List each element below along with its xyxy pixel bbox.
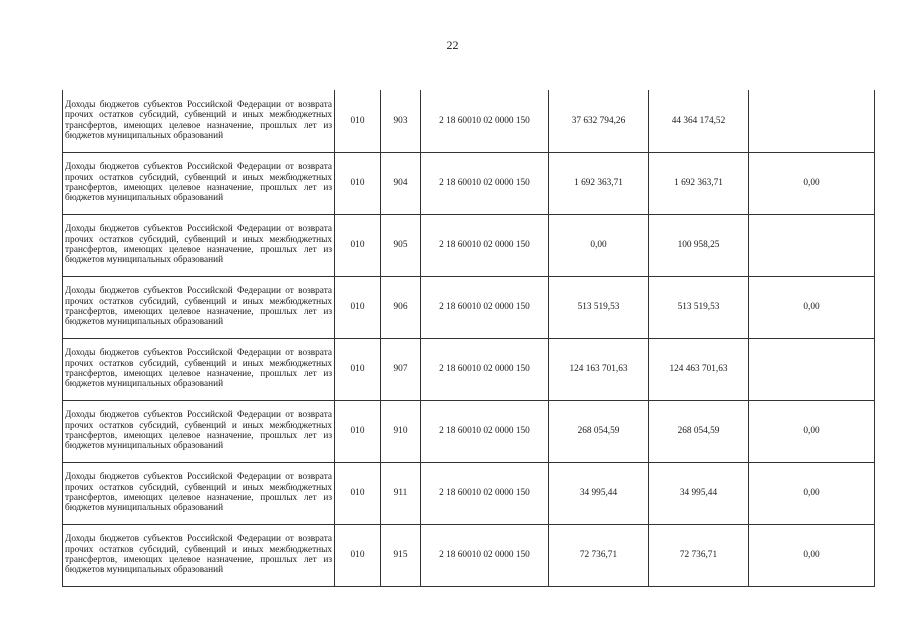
row-plan-amount: 34 995,44 [549, 462, 649, 524]
row-percent [749, 90, 875, 152]
table-row [63, 152, 875, 214]
row-sub-code: 903 [381, 90, 421, 152]
row-percent: 0,00 [749, 276, 875, 338]
row-plan-amount: 124 163 701,63 [549, 338, 649, 400]
row-sub-code: 907 [381, 338, 421, 400]
row-plan-amount: 0,00 [549, 214, 649, 276]
table-row [63, 400, 875, 462]
row-fact-amount: 100 958,25 [649, 214, 749, 276]
row-plan-amount: 37 632 794,26 [549, 90, 649, 152]
row-sub-code: 911 [381, 462, 421, 524]
table-body [63, 90, 875, 586]
row-description: Доходы бюджетов субъектов Российской Федерации от возврата прочих остатков субсидий, субвенций и иных межбюджетных трансфертов, имеющих целевое назначение, прошлых лет из бюджетов муниципальных образований [63, 524, 335, 586]
row-percent [749, 338, 875, 400]
table-row [63, 462, 875, 524]
table-row [63, 276, 875, 338]
row-fact-amount: 44 364 174,52 [649, 90, 749, 152]
row-plan-amount: 513 519,53 [549, 276, 649, 338]
row-kbk-code: 2 18 60010 02 0000 150 [421, 338, 549, 400]
row-fact-amount: 513 519,53 [649, 276, 749, 338]
row-description: Доходы бюджетов субъектов Российской Федерации от возврата прочих остатков субсидий, субвенций и иных межбюджетных трансфертов, имеющих целевое назначение, прошлых лет из бюджетов муниципальных образований [63, 276, 335, 338]
row-admin-code: 010 [335, 90, 381, 152]
row-kbk-code: 2 18 60010 02 0000 150 [421, 90, 549, 152]
row-percent: 0,00 [749, 152, 875, 214]
row-admin-code: 010 [335, 524, 381, 586]
row-kbk-code: 2 18 60010 02 0000 150 [421, 524, 549, 586]
row-kbk-code: 2 18 60010 02 0000 150 [421, 276, 549, 338]
row-sub-code: 904 [381, 152, 421, 214]
row-sub-code: 915 [381, 524, 421, 586]
row-admin-code: 010 [335, 400, 381, 462]
row-percent: 0,00 [749, 462, 875, 524]
row-plan-amount: 1 692 363,71 [549, 152, 649, 214]
row-admin-code: 010 [335, 338, 381, 400]
row-fact-amount: 1 692 363,71 [649, 152, 749, 214]
row-fact-amount: 268 054,59 [649, 400, 749, 462]
table-row [63, 524, 875, 586]
row-kbk-code: 2 18 60010 02 0000 150 [421, 214, 549, 276]
row-admin-code: 010 [335, 462, 381, 524]
row-description: Доходы бюджетов субъектов Российской Федерации от возврата прочих остатков субсидий, субвенций и иных межбюджетных трансфертов, имеющих целевое назначение, прошлых лет из бюджетов муниципальных образований [63, 214, 335, 276]
row-plan-amount: 268 054,59 [549, 400, 649, 462]
budget-revenue-table [62, 90, 875, 587]
row-description: Доходы бюджетов субъектов Российской Федерации от возврата прочих остатков субсидий, субвенций и иных межбюджетных трансфертов, имеющих целевое назначение, прошлых лет из бюджетов муниципальных образований [63, 152, 335, 214]
row-description: Доходы бюджетов субъектов Российской Федерации от возврата прочих остатков субсидий, субвенций и иных межбюджетных трансфертов, имеющих целевое назначение, прошлых лет из бюджетов муниципальных образований [63, 462, 335, 524]
row-percent: 0,00 [749, 524, 875, 586]
table-row [63, 338, 875, 400]
row-fact-amount: 72 736,71 [649, 524, 749, 586]
row-sub-code: 906 [381, 276, 421, 338]
table-row [63, 214, 875, 276]
row-kbk-code: 2 18 60010 02 0000 150 [421, 462, 549, 524]
row-percent: 0,00 [749, 400, 875, 462]
row-sub-code: 905 [381, 214, 421, 276]
row-admin-code: 010 [335, 214, 381, 276]
row-description: Доходы бюджетов субъектов Российской Федерации от возврата прочих остатков субсидий, субвенций и иных межбюджетных трансфертов, имеющих целевое назначение, прошлых лет из бюджетов муниципальных образований [63, 90, 335, 152]
row-kbk-code: 2 18 60010 02 0000 150 [421, 400, 549, 462]
row-description: Доходы бюджетов субъектов Российской Федерации от возврата прочих остатков субсидий, субвенций и иных межбюджетных трансфертов, имеющих целевое назначение, прошлых лет из бюджетов муниципальных образований [63, 400, 335, 462]
table-row [63, 90, 875, 152]
row-admin-code: 010 [335, 152, 381, 214]
row-admin-code: 010 [335, 276, 381, 338]
row-percent [749, 214, 875, 276]
row-sub-code: 910 [381, 400, 421, 462]
row-plan-amount: 72 736,71 [549, 524, 649, 586]
row-fact-amount: 34 995,44 [649, 462, 749, 524]
row-fact-amount: 124 463 701,63 [649, 338, 749, 400]
row-description: Доходы бюджетов субъектов Российской Федерации от возврата прочих остатков субсидий, субвенций и иных межбюджетных трансфертов, имеющих целевое назначение, прошлых лет из бюджетов муниципальных образований [63, 338, 335, 400]
page-number: 22 [446, 38, 459, 52]
row-kbk-code: 2 18 60010 02 0000 150 [421, 152, 549, 214]
